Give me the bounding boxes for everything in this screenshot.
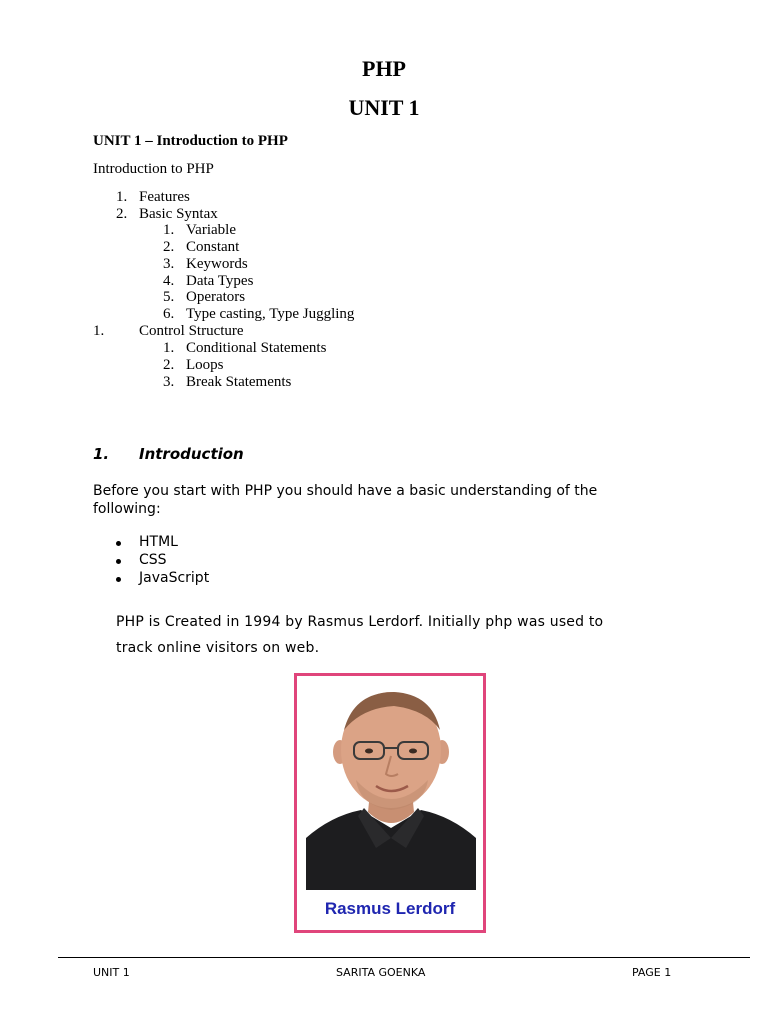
bullet-icon	[116, 577, 121, 582]
list-item: HTML	[139, 534, 178, 550]
toc-item-basic-syntax: Basic Syntax	[139, 206, 218, 222]
toc-sub-num: 2.	[163, 357, 175, 373]
portrait-illustration	[306, 688, 476, 890]
toc-sub-num: 3.	[163, 374, 175, 390]
toc-sub-item: Keywords	[186, 256, 248, 272]
unit-title: UNIT 1	[348, 95, 420, 120]
toc-item-control-structure: Control Structure	[139, 323, 244, 339]
bullet-icon	[116, 541, 121, 546]
toc-sub-num: 2.	[163, 239, 175, 255]
toc-num: 2.	[116, 206, 128, 222]
toc-sub-item: Type casting, Type Juggling	[186, 306, 355, 322]
toc-sub-item: Loops	[186, 357, 224, 373]
toc-sub-item: Variable	[186, 222, 236, 238]
prereq-text-line: Before you start with PHP you should have a basic understanding of the	[93, 483, 598, 499]
toc-sub-num: 6.	[163, 306, 175, 322]
toc-num: 1.	[116, 189, 128, 205]
footer-author: SARITA GOENKA	[336, 966, 426, 979]
toc-sub-item: Break Statements	[186, 374, 292, 390]
history-text-line: track online visitors on web.	[116, 640, 320, 656]
toc-num: 1.	[93, 323, 105, 339]
list-item: JavaScript	[139, 570, 210, 586]
toc-sub-num: 1.	[163, 222, 175, 238]
toc-sub-item: Conditional Statements	[186, 340, 327, 356]
toc-sub-num: 1.	[163, 340, 175, 356]
photo-caption: Rasmus Lerdorf	[324, 899, 456, 918]
page-title: PHP	[362, 56, 406, 81]
photo-frame	[294, 673, 486, 933]
section-title: Introduction	[139, 445, 244, 463]
footer-divider	[58, 957, 750, 958]
subtitle: UNIT 1 – Introduction to PHP	[93, 133, 288, 149]
toc-sub-item: Constant	[186, 239, 240, 255]
toc-sub-num: 5.	[163, 289, 175, 305]
history-text-line: PHP is Created in 1994 by Rasmus Lerdorf. Initially php was used to	[116, 614, 604, 630]
list-item: CSS	[139, 552, 167, 568]
toc-sub-num: 4.	[163, 273, 175, 289]
bullet-icon	[116, 559, 121, 564]
toc-sub-item: Operators	[186, 289, 246, 305]
intro-heading: Introduction to PHP	[93, 161, 214, 177]
toc-sub-num: 3.	[163, 256, 175, 272]
section-number: 1.	[93, 445, 110, 463]
footer-page-number: PAGE 1	[632, 966, 672, 979]
footer-left: UNIT 1	[93, 966, 130, 979]
toc-sub-item: Data Types	[186, 273, 254, 289]
prereq-text-line: following:	[93, 501, 161, 517]
toc-item-features: Features	[139, 189, 190, 205]
portrait-photo	[306, 688, 476, 890]
